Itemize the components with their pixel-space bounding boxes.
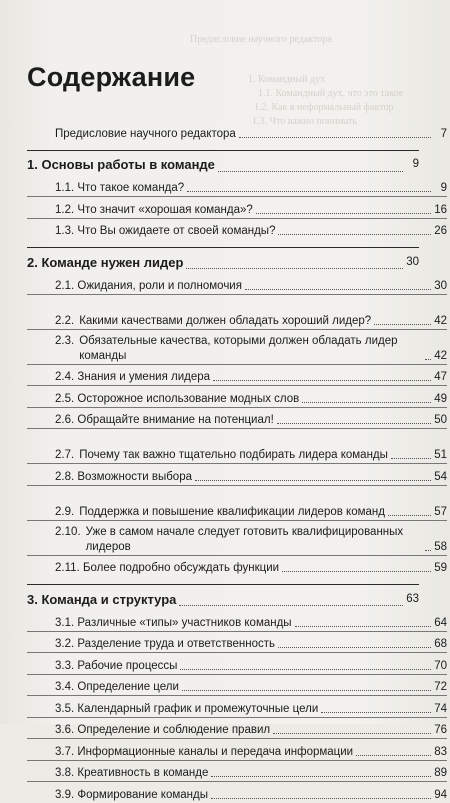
toc-chapter-title: 3. Команда и структура bbox=[27, 591, 177, 607]
toc-entry-preface[interactable] bbox=[27, 121, 447, 142]
page-title: Содержание bbox=[27, 62, 196, 92]
toc-entry[interactable] bbox=[27, 652, 447, 674]
dot-leader bbox=[180, 669, 431, 670]
toc-page-number: 89 bbox=[434, 767, 447, 779]
toc-entry[interactable] bbox=[27, 364, 447, 386]
toc-page-number: 30 bbox=[406, 255, 419, 268]
toc-entry-number: 1.1. bbox=[55, 182, 75, 194]
dot-leader bbox=[245, 289, 431, 290]
toc-entry-number: 3.3. bbox=[55, 659, 75, 672]
toc-entry-label: Разделение труда и ответственность bbox=[77, 638, 276, 650]
toc-entry-label: Определение цели bbox=[77, 681, 179, 693]
toc-entry-number: 3.2. bbox=[55, 638, 75, 650]
dot-leader bbox=[282, 571, 431, 572]
toc-entry-label: Знания и умения лидера bbox=[77, 371, 211, 383]
toc-entry-label: Ожидания, роли и полномочия bbox=[77, 279, 242, 292]
toc-page-number: 74 bbox=[434, 702, 447, 715]
toc-entry-label: Рабочие процессы bbox=[77, 659, 178, 672]
toc-page-number: 47 bbox=[434, 371, 447, 383]
toc-chapter-1-sections bbox=[27, 176, 447, 240]
toc-entry[interactable] bbox=[27, 760, 447, 782]
toc-page-number: 63 bbox=[406, 592, 419, 605]
toc-page-number: 42 bbox=[434, 314, 447, 327]
dot-leader bbox=[391, 458, 431, 459]
toc-page-number: 49 bbox=[434, 392, 447, 405]
toc-entry[interactable] bbox=[27, 463, 447, 485]
toc-entry[interactable] bbox=[27, 273, 447, 294]
toc-page-number: 50 bbox=[434, 414, 447, 426]
toc-entry[interactable] bbox=[27, 176, 447, 197]
toc-entry[interactable] bbox=[27, 218, 447, 240]
toc-entry-number: 3.7. bbox=[55, 745, 75, 758]
toc-entry-number: 3.9. bbox=[55, 788, 75, 801]
toc-entry-label: Уже в самом начале следует готовить квалифицированных лидеров bbox=[85, 525, 404, 553]
toc-entry[interactable] bbox=[27, 610, 447, 631]
toc-entry-number: 2.5. bbox=[55, 392, 75, 405]
toc-entry-label: Осторожное использование модных слов bbox=[77, 392, 300, 405]
toc-entry-label: Что такое команда? bbox=[77, 182, 185, 194]
dot-leader bbox=[186, 268, 403, 269]
bleed-through-text: 1. Командный дух bbox=[248, 74, 326, 85]
toc-page-number: 70 bbox=[434, 659, 447, 672]
toc-page-number: 57 bbox=[434, 505, 447, 518]
toc-entry-label: Различные «типы» участников команды bbox=[77, 616, 292, 629]
toc-entry-label: Какими качествами должен обладать хороший лидер? bbox=[79, 314, 372, 327]
toc-entry-label: Почему так важно тщательно подбирать лидера команды bbox=[79, 449, 388, 461]
toc-entry-number: 2.3. bbox=[55, 334, 75, 347]
dot-leader bbox=[182, 690, 431, 691]
toc-page-number: 59 bbox=[434, 562, 447, 574]
toc-entry-number: 2.11. bbox=[55, 562, 80, 574]
dot-leader bbox=[211, 798, 431, 799]
dot-leader bbox=[356, 755, 431, 756]
dot-leader bbox=[321, 712, 431, 713]
toc-entry-label: Поддержка и повышение квалификации лидеров команд bbox=[79, 505, 385, 518]
dot-leader bbox=[278, 647, 431, 648]
toc-page-number: 64 bbox=[434, 616, 447, 629]
dot-leader bbox=[179, 605, 403, 606]
dot-leader bbox=[256, 213, 431, 214]
toc-entry-label: Что значит «хорошая команда»? bbox=[77, 203, 253, 216]
toc-entry-label: Календарный график и промежуточные цели bbox=[77, 702, 319, 715]
toc-entry-label: Обязательные качества, которыми должен обладать лидер команды bbox=[79, 334, 398, 362]
toc-page-number: 26 bbox=[434, 225, 447, 237]
toc-entry-number: 3.4. bbox=[55, 681, 75, 693]
toc-entry[interactable] bbox=[27, 695, 447, 717]
table-of-contents bbox=[27, 121, 447, 803]
toc-page-number: 16 bbox=[434, 203, 447, 216]
dot-leader bbox=[187, 191, 431, 192]
toc-entry-number: 2.9. bbox=[55, 505, 75, 518]
toc-chapter-title: 1. Основы работы в команде bbox=[27, 157, 215, 172]
toc-entry-label: Более подробно обсуждать функции bbox=[82, 562, 280, 574]
toc-entry-number: 2.8. bbox=[55, 470, 75, 483]
toc-chapter-3-sections bbox=[27, 610, 447, 803]
toc-chapter-3[interactable] bbox=[27, 584, 419, 610]
toc-chapter-1[interactable] bbox=[27, 150, 419, 176]
toc-entry-label: Что Вы ожидаете от своей команды? bbox=[77, 225, 276, 237]
toc-entry[interactable] bbox=[27, 520, 447, 555]
bleed-through-header: Предисловие научного редактора bbox=[190, 34, 332, 45]
toc-page-number: 9 bbox=[412, 158, 419, 170]
toc-entry[interactable] bbox=[27, 329, 447, 364]
toc-page-number: 83 bbox=[434, 745, 447, 758]
toc-entry-label: Информационные каналы и передача информации bbox=[77, 745, 354, 758]
toc-entry-label: Определение и соблюдение правил bbox=[77, 724, 271, 736]
toc-entry[interactable] bbox=[27, 385, 447, 407]
toc-entry[interactable] bbox=[27, 555, 447, 577]
toc-page-number: 42 bbox=[434, 349, 447, 362]
toc-entry-number: 1.3. bbox=[55, 225, 75, 237]
dot-leader bbox=[374, 324, 431, 325]
toc-entry[interactable] bbox=[27, 407, 447, 429]
toc-entry-label: Возможности выбора bbox=[77, 470, 192, 483]
toc-page-number: 68 bbox=[434, 638, 447, 650]
dot-leader bbox=[211, 776, 431, 777]
dot-leader bbox=[277, 423, 431, 424]
toc-entry[interactable] bbox=[27, 294, 447, 329]
toc-page-number: 72 bbox=[434, 681, 447, 693]
toc-page-number: 76 bbox=[434, 724, 447, 736]
toc-entry-number: 3.6. bbox=[55, 724, 75, 736]
toc-entry-number: 3.5. bbox=[55, 702, 75, 715]
dot-leader bbox=[302, 402, 431, 403]
toc-entry-number: 3.1. bbox=[55, 616, 75, 629]
toc-chapter-2[interactable] bbox=[27, 247, 419, 273]
toc-entry-label: Креативность в команде bbox=[77, 767, 209, 779]
dot-leader bbox=[425, 550, 431, 551]
dot-leader bbox=[195, 480, 431, 481]
toc-entry-number: 2.1. bbox=[55, 279, 75, 292]
dot-leader bbox=[295, 626, 431, 627]
dot-leader bbox=[388, 515, 431, 516]
toc-entry[interactable] bbox=[27, 428, 447, 463]
toc-chapter-2-sections bbox=[27, 273, 447, 576]
toc-page-number: 30 bbox=[434, 279, 447, 292]
toc-entry[interactable] bbox=[27, 674, 447, 696]
toc-entry[interactable] bbox=[27, 738, 447, 760]
dot-leader bbox=[278, 234, 431, 235]
toc-entry-label: Предисловие научного редактора bbox=[55, 127, 236, 140]
toc-entry[interactable] bbox=[27, 717, 447, 739]
toc-page-number: 51 bbox=[434, 449, 447, 461]
dot-leader bbox=[425, 359, 431, 360]
dot-leader bbox=[213, 380, 431, 381]
toc-page-number: 94 bbox=[434, 788, 447, 801]
toc-entry-number: 3.8. bbox=[55, 767, 75, 779]
toc-entry-label: Формирование команды bbox=[77, 788, 208, 801]
dot-leader bbox=[273, 733, 431, 734]
toc-page-number: 58 bbox=[434, 540, 447, 553]
toc-page-number: 9 bbox=[440, 182, 447, 194]
toc-entry[interactable] bbox=[27, 196, 447, 218]
toc-entry-label: Обращайте внимание на потенциал! bbox=[77, 414, 274, 426]
bleed-through-text: 1.1. Командный дух, что это такое bbox=[258, 88, 404, 99]
toc-chapter-title: 2. Команде нужен лидер bbox=[27, 254, 184, 270]
toc-entry[interactable] bbox=[27, 485, 447, 520]
toc-page-number: 7 bbox=[440, 127, 447, 140]
toc-entry[interactable] bbox=[27, 631, 447, 653]
toc-entry-number: 2.6. bbox=[55, 414, 75, 426]
toc-page-number: 54 bbox=[434, 470, 447, 483]
toc-entry-number: 2.7. bbox=[55, 449, 75, 461]
toc-entry-number: 2.4. bbox=[55, 371, 75, 383]
bleed-through-text: 1.3. Что важно понимать bbox=[252, 116, 357, 127]
dot-leader bbox=[239, 137, 431, 138]
toc-entry-number: 1.2. bbox=[55, 203, 75, 216]
bleed-through-text: 1.2. Как в неформальный фактор bbox=[254, 102, 394, 113]
toc-entry[interactable] bbox=[27, 781, 447, 803]
toc-entry-number: 2.2. bbox=[55, 314, 75, 327]
toc-entry-number: 2.10. bbox=[55, 525, 81, 538]
dot-leader bbox=[218, 171, 403, 172]
